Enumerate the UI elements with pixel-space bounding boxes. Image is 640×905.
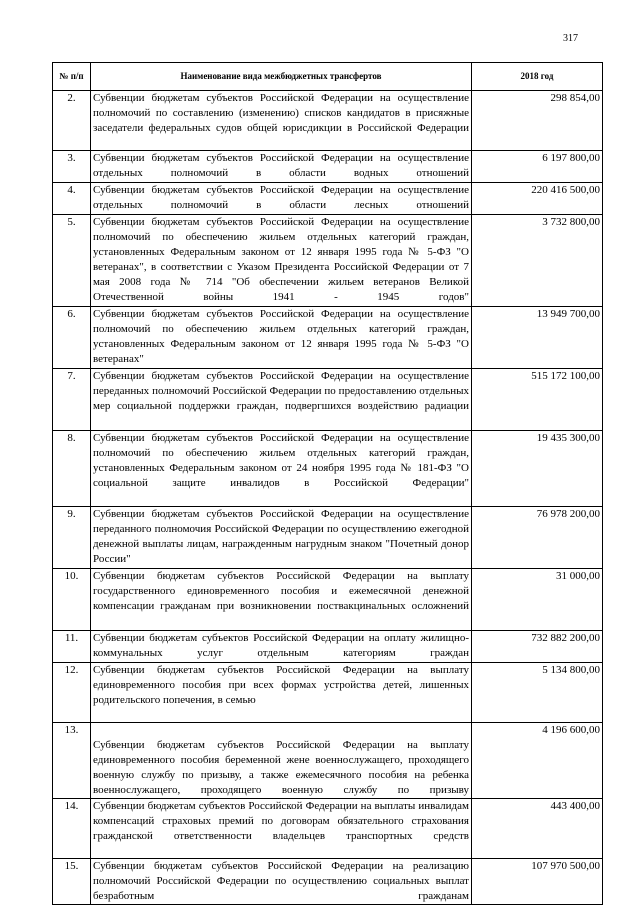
row-amount: 76 978 200,00 bbox=[472, 507, 603, 569]
row-amount: 298 854,00 bbox=[472, 91, 603, 151]
row-amount: 5 134 800,00 bbox=[472, 663, 603, 723]
row-number: 12. bbox=[53, 663, 91, 723]
table-row bbox=[53, 369, 603, 431]
row-number: 7. bbox=[53, 369, 91, 431]
table-row bbox=[53, 215, 603, 307]
row-name: Субвенции бюджетам субъектов Российской Федерации на оплату жилищно-коммунальных услуг отдельным категориям граждан bbox=[91, 631, 472, 663]
row-name: Субвенции бюджетам субъектов Российской Федерации на выплату государственного единовременного пособия и ежемесячной денежной компенсации гражданам при возникновении поствакцинальных осложнений bbox=[91, 569, 472, 631]
row-number: 10. bbox=[53, 569, 91, 631]
row-name: Субвенции бюджетам субъектов Российской Федерации на реализацию полномочий Российской Федерации по осуществлению социальных выплат безработным гражданам bbox=[91, 859, 472, 905]
row-number: 4. bbox=[53, 183, 91, 215]
row-number: 2. bbox=[53, 91, 91, 151]
row-name: Субвенции бюджетам субъектов Российской Федерации на осуществление полномочий по обеспечению жильем отдельных категорий граждан, установленных Федеральным законом от 24 ноября 1995 года № 181-ФЗ "О социальной защите инвалидов в Российской Федерации" bbox=[91, 431, 472, 507]
row-amount: 107 970 500,00 bbox=[472, 859, 603, 905]
table-row bbox=[53, 569, 603, 631]
header-name: Наименование вида межбюджетных трансфертов bbox=[91, 63, 472, 91]
header-year: 2018 год bbox=[472, 63, 603, 91]
row-name: Субвенции бюджетам субъектов Российской Федерации на осуществление полномочий по составлению (изменению) списков кандидатов в присяжные заседатели федеральных судов общей юрисдикции в Российской Федерации bbox=[91, 91, 472, 151]
table-row bbox=[53, 431, 603, 507]
row-number: 11. bbox=[53, 631, 91, 663]
row-amount: 3 732 800,00 bbox=[472, 215, 603, 307]
row-name: Субвенции бюджетам субъектов Российской Федерации на осуществление полномочий по обеспечению жильем отдельных категорий граждан, установленных Федеральным законом от 12 января 1995 года № 5-ФЗ "О ветеранах" bbox=[91, 307, 472, 369]
row-name: Субвенции бюджетам субъектов Российской Федерации на выплату единовременного пособия беременной жене военнослужащего, проходящего военную службу по призыву, а также ежемесячного пособия на ребенка военнослужащего, проходящего военную службу по призыву bbox=[91, 723, 472, 799]
table-row bbox=[53, 307, 603, 369]
row-amount: 13 949 700,00 bbox=[472, 307, 603, 369]
row-number: 8. bbox=[53, 431, 91, 507]
row-amount: 443 400,00 bbox=[472, 799, 603, 859]
table-row bbox=[53, 507, 603, 569]
table-row bbox=[53, 151, 603, 183]
row-amount: 31 000,00 bbox=[472, 569, 603, 631]
row-number: 3. bbox=[53, 151, 91, 183]
row-name: Субвенции бюджетам субъектов Российской Федерации на осуществление переданных полномочий Российской Федерации по предоставлению отдельных мер социальной поддержки граждан, подвергшихся воздействию радиации bbox=[91, 369, 472, 431]
row-amount: 515 172 100,00 bbox=[472, 369, 603, 431]
header-num: № п/п bbox=[53, 63, 91, 91]
row-number: 15. bbox=[53, 859, 91, 905]
row-name: Субвенции бюджетам субъектов Российской Федерации на осуществление полномочий по обеспечению жильем отдельных категорий граждан, установленных Федеральным законом от 12 января 1995 года № 5-ФЗ "О ветеранах", в соответствии с Указом Президента Российской Федерации от 7 мая 2008 года № 714 "Об обеспечении жильем ветеранов Великой Отечественной войны 1941 - 1945 годов" bbox=[91, 215, 472, 307]
row-number: 9. bbox=[53, 507, 91, 569]
page-number: 317 bbox=[563, 33, 578, 44]
table-row bbox=[53, 91, 603, 151]
table-row bbox=[53, 799, 603, 859]
table-row bbox=[53, 723, 603, 799]
row-amount: 6 197 800,00 bbox=[472, 151, 603, 183]
row-amount: 220 416 500,00 bbox=[472, 183, 603, 215]
row-number: 5. bbox=[53, 215, 91, 307]
row-name: Субвенции бюджетам субъектов Российской Федерации на выплату единовременного пособия при всех формах устройства детей, лишенных родительского попечения, в семью bbox=[91, 663, 472, 723]
row-number: 6. bbox=[53, 307, 91, 369]
row-number: 13. bbox=[53, 723, 91, 799]
row-amount: 732 882 200,00 bbox=[472, 631, 603, 663]
row-number: 14. bbox=[53, 799, 91, 859]
table-row bbox=[53, 859, 603, 905]
row-name: Субвенции бюджетам субъектов Российской Федерации на выплаты инвалидам компенсаций страховых премий по договорам обязательного страхования гражданской ответственности владельцев транспортных средств bbox=[91, 799, 472, 859]
transfers-table bbox=[52, 62, 603, 905]
table-row bbox=[53, 183, 603, 215]
row-amount: 19 435 300,00 bbox=[472, 431, 603, 507]
row-name: Субвенции бюджетам субъектов Российской Федерации на осуществление переданного полномочия Российской Федерации по осуществлению ежегодной денежной выплаты лицам, награжденным нагрудным знаком "Почетный донор России" bbox=[91, 507, 472, 569]
table-row bbox=[53, 663, 603, 723]
row-amount: 4 196 600,00 bbox=[472, 723, 603, 799]
row-name: Субвенции бюджетам субъектов Российской Федерации на осуществление отдельных полномочий в области лесных отношений bbox=[91, 183, 472, 215]
table-header-row bbox=[53, 63, 603, 91]
row-name: Субвенции бюджетам субъектов Российской Федерации на осуществление отдельных полномочий в области водных отношений bbox=[91, 151, 472, 183]
table-row bbox=[53, 631, 603, 663]
